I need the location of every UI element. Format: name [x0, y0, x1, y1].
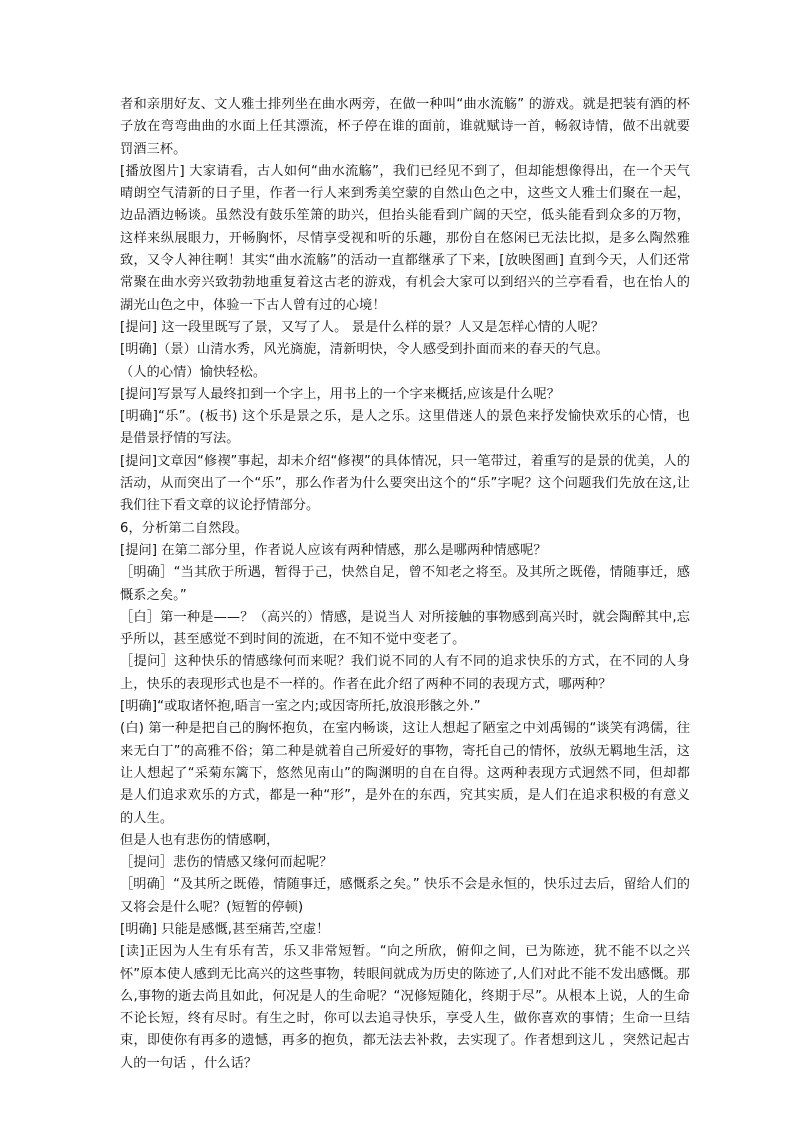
- paragraph-section-six: 6，分析第二自然段。: [120, 520, 249, 536]
- paragraph-question-xiuxi: [提问]文章因“修禊”事起，却未介绍“修禊”的具体情况，只一笔带过，着重写的是景的优美，人的活动，从而突出了一个“乐”，那么作者为什么要突出这个的“乐”字呢？这个问题我们先放在这,让我们往下看文章的议论抒情部分。: [120, 453, 690, 514]
- paragraph-bai-first-emotion: ［白］第一种是——？（高兴的）情感，是说当人 对所接触的事物感到高兴时，就会陶醉其中,忘乎所以，甚至感觉不到时间的流逝，在不知不觉中变老了。: [120, 609, 690, 648]
- paragraph-answer-sadness: ［明确］“及其所之既倦，情随事迁，感慨系之矣。” 快乐不会是永恒的，快乐过去后，留给人们的又将会是什么呢？(短暂的停顿): [120, 877, 690, 915]
- document-page: [120, 94, 690, 1075]
- paragraph-question-joy-origin: ［提问］这种快乐的情感缘何而来呢？我们说不同的人有不同的追求快乐的方式，在不同的人身上，快乐的表现形式也是不一样的。作者在此介绍了两种不同的表现方式，哪两种？: [120, 654, 690, 692]
- paragraph-question-sadness: ［提问］悲伤的情感又缘何而起呢？: [120, 855, 333, 871]
- paragraph-people-mood: （人的心情）愉快轻松。: [120, 364, 267, 380]
- paragraph-answer-scenery: [明确]（景）山清水秀，风光旖旎，清新明快，令人感受到扑面而来的春天的气息。: [120, 342, 609, 358]
- paragraph-answer-le: [明确]“乐”。(板书) 这个乐是景之乐，是人之乐。这里借迷人的景色来抒发愉快欢乐的心情，也是借景抒情的写法。: [120, 409, 690, 447]
- paragraph-question-scenery: [提问] 这一段里既写了景，又写了人。 景是什么样的景？人又是怎样心情的人呢？: [120, 319, 605, 335]
- paragraph-answer-two-ways: [明确]“或取诸怀抱,晤言一室之内;或因寄所托,放浪形骸之外.”: [120, 699, 481, 715]
- paragraph-qushui-liushang-game: 者和亲朋好友、文人雅士排列坐在曲水两旁，在做一种叫“曲水流觞” 的游戏。就是把装有酒的杯子放在弯弯曲曲的水面上任其漂流，杯子停在谁的面前，谁就赋诗一首，畅叙诗情，做不出就要罚酒三杯。: [120, 97, 690, 157]
- paragraph-sad-emotion: 但是人也有悲伤的情感啊，: [120, 832, 280, 848]
- paragraph-read-life: [读]正因为人生有乐有苦，乐又非常短暂。“向之所欣，俯仰之间，已为陈迹，犹不能不以之兴怀”原本使人感到无比高兴的这些事物，转眼间就成为历史的陈迹了,人们对此不能不发出感慨。那么,事物的逝去尚且如此，何况是人的生命呢？“况修短随化，终期于尽”。从根本上说，人的生命不论长短，终有尽时。有生之时，你可以去追寻快乐，享受人生，做你喜欢的事情；生命一旦结束，即使你有再多的遗憾，再多的抱负，都无法去补救，去实现了。作者想到这儿 ，突然记起古人的一句话 ，什么话？: [120, 944, 690, 1071]
- paragraph-answer-emptiness: [明确] 只能是感慨,甚至痛苦,空虚！: [120, 921, 330, 937]
- paragraph-play-picture: [播放图片] 大家请看，古人如何“曲水流觞”，我们已经见不到了，但却能想像得出，在一个天气晴朗空气清新的日子里，作者一行人来到秀美空蒙的自然山色之中，这些文人雅士们聚在一起，边品酒边畅谈。虽然没有鼓乐笙箫的助兴，但抬头能看到广阔的天空，低头能看到众多的万物，这样来纵展眼力，开畅胸怀，尽情享受视和听的乐趣，那份自在悠闲已无法比拟，是多么陶然雅致，又令人神往啊！其实“曲水流觞”的活动一直都继承了下来，[放映图画] 直到今天，人们还常常聚在曲水旁兴致勃勃地重复着这古老的游戏，有机会大家可以到绍兴的兰亭看看，也在怡人的湖光山色之中，体验一下古人曾有过的心境！: [120, 163, 690, 313]
- paragraph-bai-two-ways: (白) 第一种是把自己的胸怀抱负，在室内畅谈，这让人想起了陋室之中刘禹锡的“谈笑有鸿儒，往来无白丁”的高雅不俗；第二种是就着自己所爱好的事物，寄托自己的情怀，放纵无羁地生活，这让人想起了“采菊东篱下，悠然见南山”的陶渊明的自在自得。这两种表现方式迥然不同，但却都是人们追求欢乐的方式，都是一种“形”，是外在的东西，究其实质，是人们在追求积极的有意义的人生。: [120, 721, 690, 826]
- paragraph-answer-quote: ［明确］“当其欣于所遇，暂得于己，快然自足，曾不知老之将至。及其所之既倦，情随事迁，感慨系之矣。”: [120, 565, 690, 603]
- paragraph-question-two-emotions: [提问] 在第二部分里，作者说人应该有两种情感，那么是哪两种情感呢？: [120, 542, 547, 558]
- paragraph-question-one-word: [提问]写景写人最终扣到一个字上，用书上的一个字来概括,应该是什么呢？: [120, 386, 560, 402]
